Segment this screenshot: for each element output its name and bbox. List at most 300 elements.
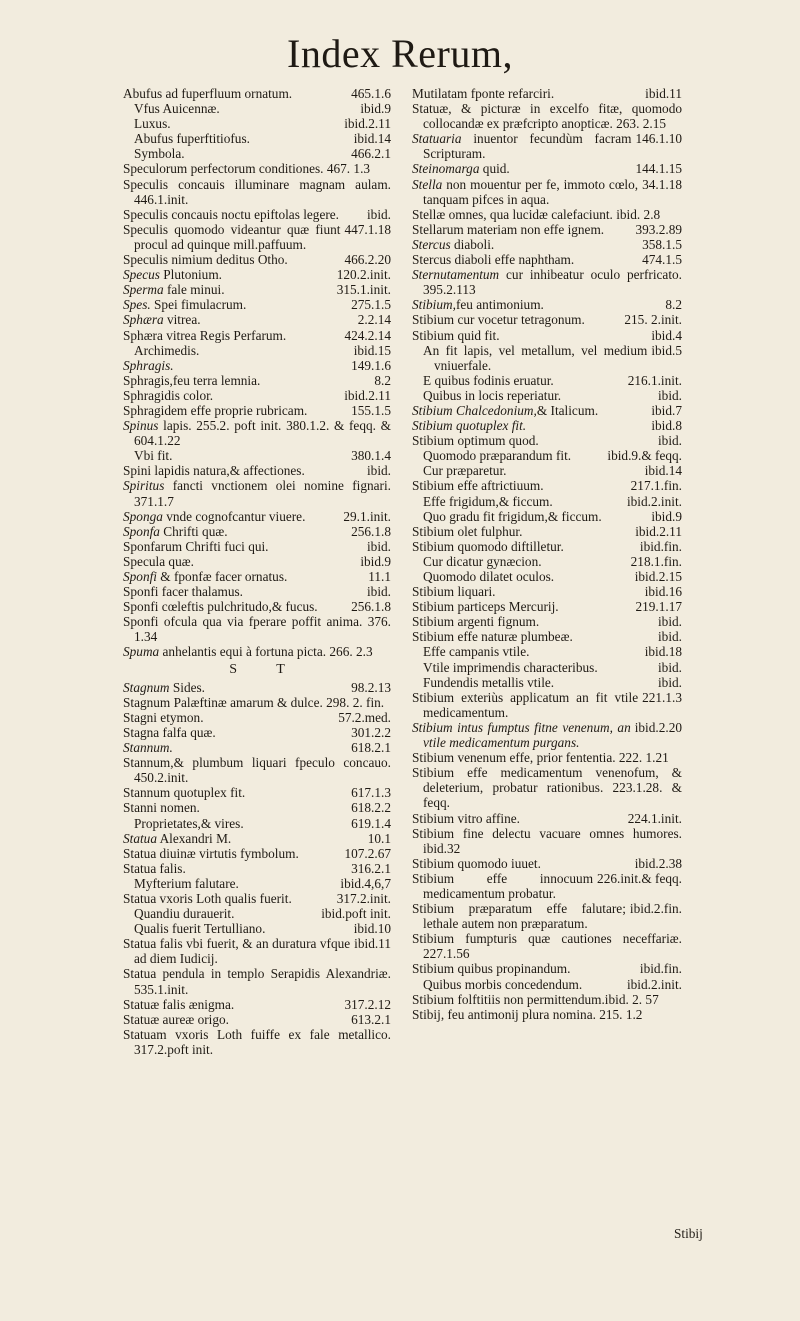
index-entry [123,207,391,222]
entry-text: An fit lapis, vel metallum, vel medium vniuerfale. [423,342,648,373]
index-entry [123,267,391,282]
entry-headword: Spes. [123,297,151,313]
index-entry [412,765,682,810]
index-entry [123,403,391,418]
entry-reference: ibid. [657,433,682,449]
entry-reference: 474.1.5 [642,252,682,268]
index-entry [412,237,682,252]
index-entry [412,494,682,509]
entry-reference: ibid.5 [651,342,682,358]
index-entry [123,222,391,252]
entry-text: Stibium præparatum effe falutare; lethale autem non præparatum. [412,901,626,932]
entry-reference: 2.2.14 [357,312,391,328]
entry-reference: ibid. [657,659,682,675]
index-entry [123,101,391,116]
entry-headword: Sperma [123,282,164,298]
entry-reference: 275.1.5 [351,297,391,313]
index-entry [412,509,682,524]
entry-text: Sponfi cœleftis pulchritudo,& fucus. [123,599,318,615]
entry-text: Specula quæ. [123,553,194,569]
entry-text: Sphragis,feu terra lemnia. [123,372,261,388]
index-entry [123,816,391,831]
entry-text: Vfus Auicennæ. [134,101,220,117]
entry-text: Statuæ aureæ origo. [123,1011,229,1027]
index-column-right [412,86,682,1022]
entry-reference: ibid. [366,463,391,479]
entry-reference: 149.1.6 [351,357,391,373]
entry-text: Stannum,& plumbum liquari fpeculo concauo. 450.2.init. [123,755,391,786]
index-entry [123,116,391,131]
entry-reference: ibid. [366,206,391,222]
entry-reference: 466.2.1 [351,146,391,162]
entry-reference: ibid.2.11 [344,116,391,132]
entry-reference: 315.1.init. [336,282,391,298]
entry-text: Plutonium. [159,267,223,283]
index-entry [412,614,682,629]
entry-reference: 57.2.med. [338,709,391,725]
entry-headword: Stercus [412,236,451,252]
entry-reference: 618.2.1 [351,740,391,756]
index-entry [123,921,391,936]
entry-headword: Sphragis. [123,357,174,373]
index-entry [412,373,682,388]
index-entry [412,131,682,161]
index-entry [412,463,682,478]
entry-text: Stibium quid fit. [412,327,500,343]
entry-headword: Stagnum [123,679,170,695]
entry-text: quid. [479,161,510,177]
index-entry [412,977,682,992]
index-entry [412,584,682,599]
index-entry [412,1007,682,1022]
entry-reference: 613.2.1 [351,1011,391,1027]
entry-text: Abufus ad fuperfluum ornatum. [123,86,293,101]
entry-text: Speculis concauis noctu epiftolas legere. [123,206,340,222]
entry-text: Stellarum materiam non effe ignem. [412,221,605,237]
entry-text: E quibus fodinis eruatur. [423,372,554,388]
entry-text: non mouentur per fe, immoto cœlo, tanquam pifces in aqua. [423,176,639,207]
entry-reference: 447.1.18 [344,221,391,237]
entry-text: inuentor fecundùm facram Scripturam. [423,131,632,162]
index-entry [123,785,391,800]
entry-text: Speculis concauis illuminare magnam aulam. 446.1.init. [123,176,391,207]
entry-text: Stibium effe innocuum medicamentum probatur. [412,870,594,901]
entry-reference: 144.1.15 [635,161,682,177]
entry-text: Stellæ omnes, qua lucidæ calefaciunt. ibid. 2.8 [412,206,661,222]
entry-reference: ibid.4,6,7 [340,875,391,891]
entry-reference: 155.1.5 [351,402,391,418]
entry-text: Quibus morbis concedendum. [423,976,583,992]
entry-text: diaboli. [450,236,495,252]
entry-text: Stibium quomodo diftilletur. [412,538,564,554]
entry-text: Sphragidem effe proprie rubricam. [123,402,308,418]
entry-text: Alexandri M. [156,830,232,846]
entry-reference: ibid.8 [651,418,682,434]
entry-headword: Stannum. [123,740,173,756]
entry-text: Chrifti quæ. [159,523,228,539]
entry-text: Statuam vxoris Loth fuiffe ex fale metallico. 317.2.poft init. [123,1026,391,1057]
index-entry [123,312,391,327]
index-entry [123,463,391,478]
entry-text: fale minui. [163,282,225,298]
index-entry [412,222,682,237]
entry-reference: ibid. [657,387,682,403]
entry-reference: 226.init.& feqq. [597,870,682,886]
index-entry [123,891,391,906]
index-entry [412,856,682,871]
entry-reference: ibid.14 [353,131,391,147]
entry-text: Stibium venenum effe, prior fententia. 222. 1.21 [412,750,669,766]
index-entry [412,931,682,961]
index-entry [412,448,682,463]
entry-text: Stibium exteriùs applicatum an fit vtile medicamentum. [412,689,639,720]
index-entry [123,644,391,659]
entry-headword: Statuaria [412,131,462,147]
index-entry [412,961,682,976]
index-entry [123,680,391,695]
entry-text: Symbola. [134,146,185,162]
entry-headword: Sphæra [123,312,164,328]
entry-text: Statua pendula in templo Serapidis Alexandriæ. 535.1.init. [123,966,391,997]
index-entry [123,86,391,101]
entry-text: Sphæra vitrea Regis Perfarum. [123,327,287,343]
index-entry [123,1027,391,1057]
index-entry [123,146,391,161]
entry-text: Statua falis. [123,860,186,876]
entry-text: Quo gradu fit frigidum,& ficcum. [423,508,602,524]
entry-text: Stibium effe aftrictiuum. [412,478,544,494]
entry-text: Stibium folftitiis non permittendum.ibid. 2. 57 [412,991,659,1007]
entry-text: Quomodo dilatet oculos. [423,569,555,584]
index-entry [123,328,391,343]
index-entry [123,584,391,599]
entry-text: Statuæ falis ænigma. [123,996,235,1012]
entry-text: Stibium effe medicamentum venenofum, & deleterium, probatur rationibus. 223.1.28. & feqq. [412,765,682,811]
entry-headword: Steinomarga [412,161,480,177]
entry-text: Mutilatam fponte refarciri. [412,86,555,101]
entry-reference: ibid. [366,538,391,554]
index-entry [123,740,391,755]
index-entry [123,478,391,508]
entry-reference: 316.2.1 [351,860,391,876]
index-column-left [123,86,391,1057]
entry-text: Stibij, feu antimonij plura nomina. 215. 1.2 [412,1006,643,1022]
entry-reference: 256.1.8 [351,599,391,615]
entry-reference: ibid.2.20 [634,719,682,735]
entry-text: Statua falis vbi fuerit, & an duratura vfque ad diem Iudicij. [123,936,351,967]
index-entry [123,131,391,146]
index-entry [123,831,391,846]
entry-text: Qualis fuerit Tertulliano. [134,921,266,937]
index-entry [412,629,682,644]
entry-text: Quandiu durauerit. [134,906,235,922]
entry-text: Stibium quibus propinandum. [412,961,571,977]
entry-text: Stibium vitro affine. [412,810,520,826]
index-entry [123,343,391,358]
index-entry [123,554,391,569]
entry-reference: ibid.9 [651,508,682,524]
index-entry [123,861,391,876]
index-entry [412,418,682,433]
entry-text: Stanni nomen. [123,800,200,816]
entry-text: Stibium fumpturis quæ cautiones neceffariæ. 227.1.56 [412,931,682,962]
entry-reference: ibid.11 [645,86,682,101]
entry-headword: Sponga [123,508,163,524]
entry-reference: ibid. [366,584,391,600]
index-entry [123,418,391,448]
catchword: Stibij [674,1226,703,1241]
entry-text: Stibium argenti fignum. [412,614,540,630]
entry-text: Luxus. [134,116,171,132]
entry-headword: Stibium quotuplex fit. [412,418,527,434]
entry-text: cur inhibeatur oculo perfricato. 395.2.113 [423,267,682,298]
index-entry [412,478,682,493]
entry-reference: 217.1.fin. [630,478,682,494]
index-entry [123,388,391,403]
index-entry [412,388,682,403]
entry-text: fancti vnctionem olei nomine fignari. 371.1.7 [134,478,391,509]
entry-text: Stibium cur vocetur tetragonum. [412,312,585,328]
entry-reference: ibid.15 [353,342,391,358]
entry-text: Stibium liquari. [412,584,496,600]
index-entry [123,710,391,725]
entry-reference: 393.2.89 [635,221,682,237]
entry-text: Stibium optimum quod. [412,433,539,449]
entry-text: Fundendis metallis vtile. [423,674,555,690]
index-entry [412,811,682,826]
entry-reference: ibid.fin. [639,538,682,554]
entry-text: Sponfi ofcula qua via fperare poffit anima. 376. 1.34 [123,614,391,645]
index-entry [123,161,391,176]
entry-text: Abufus fuperftitiofus. [134,131,250,147]
entry-headword: Spuma [123,644,160,660]
entry-text: Effe campanis vtile. [423,644,530,660]
entry-text: Myfterium falutare. [134,875,239,891]
entry-text: Sponfi facer thalamus. [123,584,244,600]
index-entry [123,569,391,584]
index-entry [412,901,682,931]
entry-reference: ibid. [657,629,682,645]
index-entry [412,871,682,901]
entry-reference: ibid.11 [354,936,391,952]
index-entry [123,966,391,996]
index-entry [123,876,391,891]
index-entry [123,846,391,861]
entry-text: Stagnum Palæftinæ amarum & dulce. 298. 2. fin. [123,694,385,710]
entry-reference: 465.1.6 [351,86,391,101]
entry-text: Statuæ, & picturæ in excelfo fitæ, quomodo collocandæ ex præfcripto anopticæ. 263. 2.15 [412,101,682,132]
entry-reference: 618.2.2 [351,800,391,816]
index-entry [123,800,391,815]
entry-text: Stagna falfa quæ. [123,724,216,740]
entry-reference: 256.1.8 [351,523,391,539]
entry-text: Stagni etymon. [123,709,204,725]
entry-reference: 10.1 [367,830,391,846]
entry-reference: 8.2 [665,297,682,313]
index-entry [412,343,682,373]
entry-text: Archimedis. [134,342,200,358]
index-entry [412,524,682,539]
entry-text: & fponfæ facer ornatus. [156,569,288,584]
entry-text: vnde cognofcantur viuere. [162,508,306,524]
entry-reference: 146.1.10 [635,131,682,147]
index-entry [412,328,682,343]
index-entry [412,177,682,207]
entry-reference: ibid.2.15 [634,569,682,584]
index-entry [412,644,682,659]
index-entry [412,675,682,690]
index-entry [123,614,391,644]
index-entry [412,539,682,554]
entry-text: Spini lapidis natura,& affectiones. [123,463,305,479]
entry-reference: 380.1.4 [351,448,391,464]
entry-text: Speculorum perfectorum conditiones. 467. 1.3 [123,161,371,177]
entry-text: Stibium fine delectu vacuare omnes humores. ibid.32 [412,825,682,856]
entry-reference: ibid.2.11 [344,387,391,403]
entry-headword: Stibium intus fumptus fitne venenum, an vtile medicamentum purgans. [412,719,631,751]
index-entry [123,599,391,614]
index-entry [123,725,391,740]
entry-reference: ibid. [657,674,682,690]
index-entry [412,86,682,101]
entry-reference: 358.1.5 [642,236,682,252]
entry-text: Statua vxoris Loth qualis fuerit. [123,890,292,906]
entry-text: Quomodo præparandum fit. [423,448,572,464]
entry-reference: ibid.2.init. [626,493,682,509]
index-entry [123,936,391,966]
entry-headword: Sponfi [123,569,157,584]
entry-reference: 216.1.init. [627,372,682,388]
index-entry [412,992,682,1007]
entry-reference: ibid.14 [644,463,682,479]
index-entry [123,539,391,554]
entry-headword: Spiritus [123,478,165,494]
entry-reference: ibid.2.init. [626,976,682,992]
entry-text: Cur præparetur. [423,463,507,479]
entry-headword: Sternutamentum [412,267,500,283]
index-entry [412,720,682,750]
entry-reference: 224.1.init. [627,810,682,826]
entry-reference: 98.2.13 [351,679,391,695]
entry-headword: Specus [123,267,160,283]
index-entry [412,599,682,614]
index-entry [412,207,682,222]
index-entry [412,569,682,584]
entry-reference: 219.1.17 [635,599,682,615]
entry-reference: 424.2.14 [344,327,391,343]
index-entry [123,695,391,710]
entry-reference: ibid.2.11 [635,523,682,539]
entry-reference: ibid.2.38 [634,855,682,871]
entry-text: Stibium olet fulphur. [412,523,523,539]
entry-text: Statua diuinæ virtutis fymbolum. [123,845,299,861]
entry-text: Stercus diaboli effe naphtham. [412,252,575,268]
entry-text: vitrea. [163,312,201,328]
index-entry [412,690,682,720]
index-entry [123,297,391,312]
index-entry [123,524,391,539]
entry-reference: 34.1.18 [642,176,682,192]
entry-text: Stibium quomodo iuuet. [412,855,541,871]
entry-text: Stibium effe naturæ plumbeæ. [412,629,573,645]
entry-text: Proprietates,& vires. [134,815,244,831]
index-entry [412,660,682,675]
entry-text: Stannum quotuplex fit. [123,785,246,801]
entry-reference: 317.2.init. [336,890,391,906]
entry-headword: Stibium Chalcedonium, [412,402,537,418]
index-entry [123,448,391,463]
index-entry [123,373,391,388]
index-entry [412,267,682,297]
entry-text: Effe frigidum,& ficcum. [423,493,553,509]
entry-reference: ibid.9.& feqq. [607,448,682,464]
entry-reference: 218.1.fin. [630,553,682,569]
entry-reference: ibid.10 [353,921,391,937]
index-entry [412,403,682,418]
page-title: Index Rerum, [287,31,513,76]
entry-text: Quibus in locis reperiatur. [423,387,562,403]
entry-text: Vtile imprimendis characteribus. [423,659,598,675]
entry-text: Spei fimulacrum. [150,297,247,313]
entry-text: lapis. 255.2. poft init. 380.1.2. & feqq. & 604.1.22 [134,418,391,449]
entry-reference: ibid.2.fin. [629,901,682,917]
index-entry [412,750,682,765]
entry-reference: 301.2.2 [351,724,391,740]
index-entry [412,554,682,569]
entry-reference: 120.2.init. [336,267,391,283]
entry-reference: ibid.16 [644,584,682,600]
index-entry [412,433,682,448]
index-entry [412,312,682,327]
entry-headword: Spinus [123,418,159,434]
entry-headword: Sponfa [123,523,160,539]
entry-reference: ibid.18 [644,644,682,660]
index-entry [412,826,682,856]
entry-reference: ibid. [657,614,682,630]
entry-reference: 221.1.3 [642,689,682,705]
entry-text: Sides. [169,679,206,695]
entry-reference: ibid.poft init. [321,906,391,922]
entry-reference: 29.1.init. [343,508,391,524]
index-entry [412,297,682,312]
index-entry [412,101,682,131]
entry-text: Speculis quomodo videantur quæ fiunt procul ad quinque mill.paffuum. [123,221,341,252]
entry-reference: 11.1 [368,569,391,584]
index-entry [412,252,682,267]
entry-text: Sphragidis color. [123,387,214,403]
entry-text: Cur dicatur gynæcion. [423,553,542,569]
entry-reference: 466.2.20 [344,252,391,268]
entry-reference: ibid.4 [651,327,682,343]
entry-text: Speculis nimium deditus Otho. [123,252,288,268]
index-entry [412,161,682,176]
index-entry [123,997,391,1012]
index-entry [123,509,391,524]
entry-reference: ibid.9 [360,101,391,117]
entry-text: Stibium particeps Mercurij. [412,599,559,615]
entry-headword: Stibium, [412,297,456,313]
index-entry [123,252,391,267]
entry-reference: 107.2.67 [344,845,391,861]
index-entry [123,358,391,373]
entry-text: anhelantis equi à fortuna picta. 266. 2.3 [159,644,373,660]
entry-reference: 619.1.4 [351,815,391,831]
entry-reference: 8.2 [374,372,391,388]
entry-text: Sponfarum Chrifti fuci qui. [123,538,269,554]
index-entry [123,282,391,297]
index-entry [123,906,391,921]
entry-reference: 617.1.3 [351,785,391,801]
